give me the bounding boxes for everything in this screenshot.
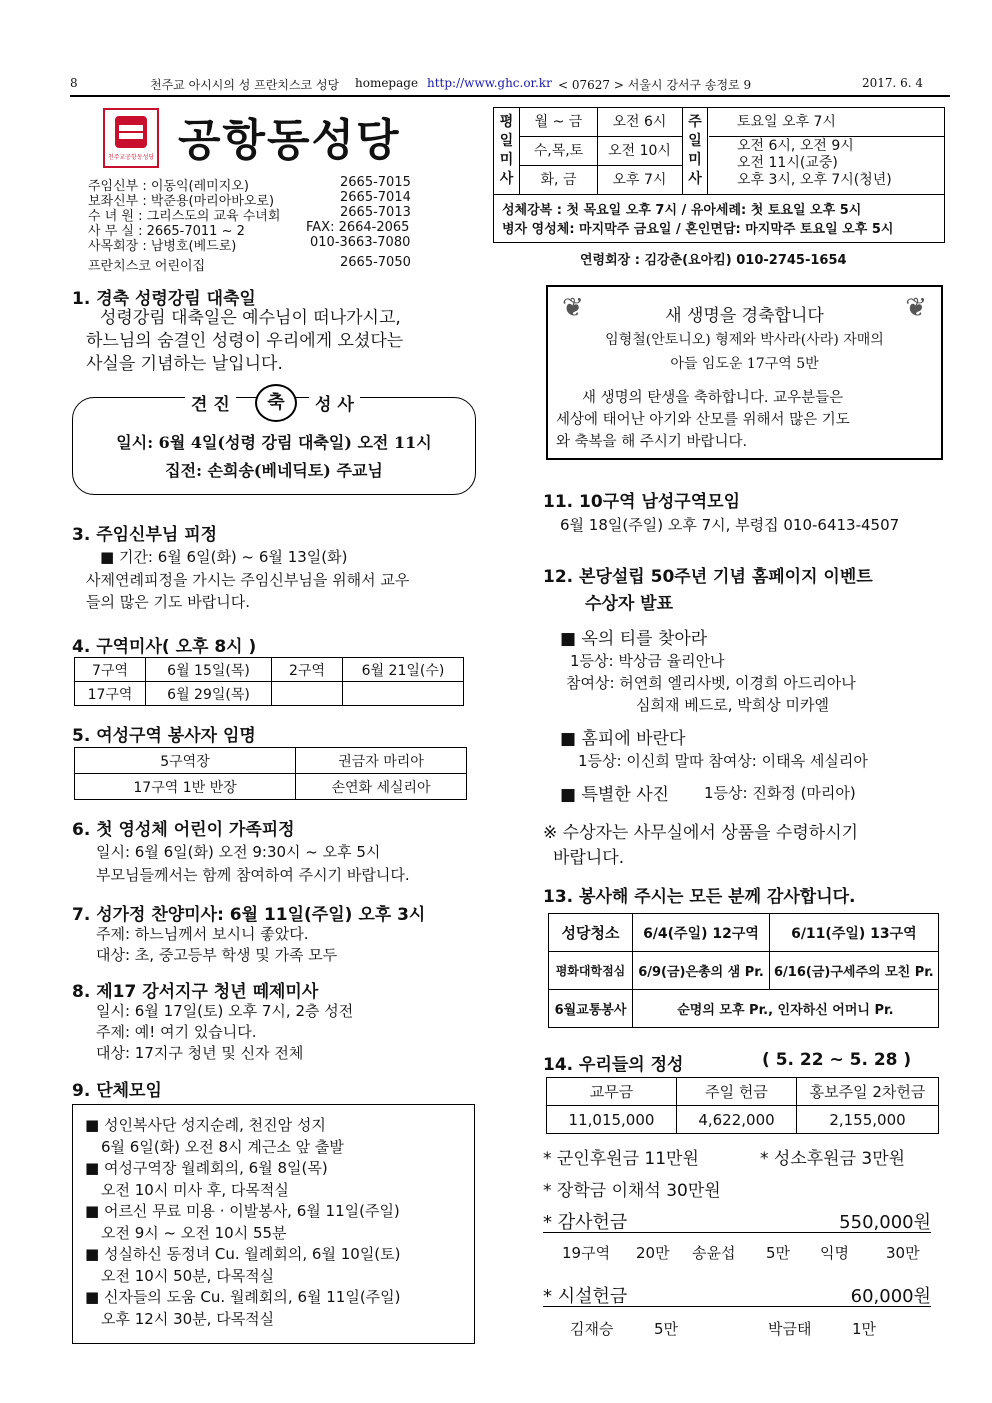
section-12-subtitle: 수상자 발표	[585, 594, 674, 614]
weekday-label: 평 일 미 사	[494, 108, 520, 194]
section-14-title: 14. 우리들의 정성	[543, 1055, 684, 1075]
table-cell: 11,015,000	[547, 1106, 677, 1134]
section-5-title: 5. 여성구역 봉사자 임명	[72, 726, 256, 746]
list-item: ■ 여성구역장 월례회의, 6월 8일(목)	[85, 1159, 328, 1177]
section-11-title: 11. 10구역 남성구역모임	[543, 492, 740, 512]
mass-notes: 성체강복 : 첫 목요일 오후 7시 / 유아세례: 첫 토요일 오후 5시 병자 영성체: 마지막주 금요일 / 혼인면담: 마지막주 토요일 오후 5시	[494, 194, 944, 239]
service-table	[548, 913, 939, 1028]
liaison: 연령회장 : 김강춘(요아킴) 010-2745-1654	[580, 253, 847, 268]
section-7-title: 7. 성가정 찬양미사: 6월 11일(주일) 오후 3시	[72, 905, 426, 925]
table-cell: 6/11(주일) 13구역	[770, 914, 939, 952]
list-item: ■ 신자들의 도움 Cu. 월례회의, 6월 11일(주일)	[85, 1288, 401, 1306]
staff-role: 사 무 실 : 2665-7011 ~ 2	[88, 224, 245, 239]
confirmation-celebrant: 집전: 손희송(베네딕토) 주교님	[165, 461, 383, 480]
table-cell: 6월 15일(목)	[146, 658, 272, 682]
birth-announcement	[546, 285, 943, 460]
prize-note: ※ 수상자는 사무실에서 상품을 수령하시기	[543, 823, 859, 843]
parish-logo	[103, 108, 159, 168]
table-cell	[272, 682, 343, 706]
header-divider	[70, 95, 950, 97]
district-mass-table	[74, 657, 464, 706]
section-6-title: 6. 첫 영성체 어린이 가족피정	[72, 820, 295, 840]
section-8-title: 8. 제17 강서지구 청년 떼제미사	[72, 982, 319, 1002]
table-cell: 평화대학점심	[549, 952, 633, 990]
list-item: ■ 성실하신 동정녀 Cu. 월례회의, 6월 10일(토)	[85, 1245, 401, 1263]
staff-phone: 2665-7013	[340, 205, 411, 220]
event-3: ■ 특별한 사진	[560, 785, 669, 805]
table-cell: 17구역 1반 반장	[75, 774, 296, 800]
list-item: ■ 어르신 무료 미용 · 이발봉사, 6월 11일(주일)	[85, 1202, 400, 1220]
weekday-mass: 월 ~ 금 오전 6시 수,목,토 오전 10시 화, 금 오후 7시	[520, 108, 682, 194]
section-6-body: 일시: 6월 6일(화) 오전 9:30시 ~ 오후 5시 부모님들께서는 함께 참여하여 주시기 바랍니다.	[96, 843, 410, 884]
org-name: 천주교 아시시의 성 프란치스코 성당	[150, 78, 340, 92]
military-support: * 군인후원금 11만원	[543, 1149, 699, 1169]
celebration-emblem: 축	[255, 384, 297, 422]
table-cell: 순명의 모후 Pr., 인자하신 어머니 Pr.	[633, 990, 939, 1028]
section-3-body: 사제연례피정을 가시는 주임신부님을 위해서 교우 들의 많은 기도 바랍니다.	[86, 571, 410, 611]
table-cell: 17구역	[75, 682, 146, 706]
address: < 07627 > 서울시 강서구 송정로 9	[558, 78, 752, 92]
section-8-body: 일시: 6월 17일(토) 오후 7시, 2층 성전 주제: 예! 여기 있습니다. 대상: 17지구 청년 및 신자 전체	[96, 1002, 354, 1062]
birth-parents: 임형철(안토니오) 형제와 박사라(사라) 자매의	[605, 332, 884, 348]
section-7-body: 주제: 하느님께서 보시니 좋았다. 대상: 초, 중고등부 학생 및 가족 모두	[96, 925, 338, 964]
sunday-label: 주 일 미 사	[682, 108, 708, 194]
page-number: 8	[70, 76, 78, 90]
table-cell: 주일 헌금	[677, 1078, 797, 1106]
vocation-support: * 성소후원금 3만원	[760, 1149, 906, 1169]
event-1: ■ 옥의 티를 찾아라	[560, 629, 708, 649]
list-item: ■ 성인복사단 성지순례, 천진암 성지	[85, 1116, 326, 1134]
staff-role: 프란치스코 어린이집	[88, 259, 206, 274]
staff-role: 사목회장 : 남병호(베드로)	[88, 239, 237, 254]
confirmation-date: 일시: 6월 4일(성령 강림 대축일) 오전 11시	[116, 433, 432, 452]
event-3-winner: 1등상: 진화정 (마리아)	[704, 784, 856, 802]
confirmation-left: 견 진	[185, 390, 236, 415]
issue-date: 2017. 6. 4	[862, 76, 924, 90]
table-cell: 6월 21일(수)	[343, 658, 464, 682]
table-cell: 6/16(금)구세주의 모친 Pr.	[770, 952, 939, 990]
homepage-label: homepage	[355, 76, 419, 90]
table-cell: 4,622,000	[677, 1106, 797, 1134]
facility-offering	[543, 1282, 931, 1307]
confirmation-right: 성 사	[309, 390, 360, 415]
birth-body: 새 생명의 탄생을 축하합니다. 교우분들은 세상에 태어난 아기와 산모를 위해서 많은 기도 와 축복을 해 주시기 바랍니다.	[556, 390, 850, 450]
birth-title: 새 생명을 경축합니다	[665, 306, 824, 326]
event-1-winner: 1등상: 박상금 율리안나	[570, 652, 725, 670]
section-3-title: 3. 주임신부님 피정	[72, 525, 218, 545]
staff-phone: FAX: 2664-2065	[306, 220, 410, 235]
event-1-participants-2: 심희재 베드로, 박희상 미카엘	[636, 696, 829, 714]
table-cell: 5구역장	[75, 748, 296, 774]
thanks-amount: 550,000원	[839, 1212, 931, 1233]
table-cell: 6월교통봉사	[549, 990, 633, 1028]
parish-title: 공항동성당	[178, 115, 401, 166]
group-meetings-box	[72, 1104, 475, 1344]
offering-table	[546, 1077, 939, 1134]
event-2: ■ 홈피에 바란다	[560, 729, 686, 749]
section-4-title: 4. 구역미사( 오후 8시 )	[72, 637, 257, 657]
facility-amount: 60,000원	[850, 1286, 931, 1307]
section-12-title: 12. 본당설립 50주년 기념 홈페이지 이벤트	[543, 567, 873, 587]
table-cell: 6/4(주일) 12구역	[633, 914, 770, 952]
floral-ornament-icon: ❦	[562, 293, 584, 323]
thanks-label: * 감사헌금	[543, 1212, 628, 1233]
staff-phone: 2665-7014	[340, 190, 411, 205]
table-cell: 성당청소	[549, 914, 633, 952]
sunday-mass: 토요일 오후 7시 오전 6시, 오전 9시 오전 11시(교중) 오후 3시, 오후 7시(청년)	[709, 108, 944, 194]
staff-phone: 2665-7050	[340, 255, 411, 270]
facility-label: * 시설헌금	[543, 1286, 628, 1307]
table-cell: 홍보주일 2차헌금	[797, 1078, 939, 1106]
staff-role: 주임신부 : 이동익(레미지오)	[88, 179, 249, 194]
birth-child: 아들 임도운 17구역 5반	[670, 356, 819, 372]
prize-note-2: 바랍니다.	[553, 848, 625, 868]
section-1-body: 성령강림 대축일은 예수님이 떠나가시고, 하느님의 숨결인 성령이 우리에게 오셨다는 사실을 기념하는 날입니다.	[86, 308, 404, 374]
volunteer-table	[74, 747, 467, 800]
floral-ornament-icon: ❦	[905, 293, 927, 323]
table-cell: 2,155,000	[797, 1106, 939, 1134]
section-3-bullet: ■ 기간: 6월 6일(화) ~ 6월 13일(화)	[100, 548, 348, 566]
section-11-body: 6월 18일(주일) 오후 7시, 부령집 010-6413-4507	[560, 516, 900, 534]
meeting-list: ■ 성인복사단 성지순례, 천진암 성지 6월 6일(화) 오전 8시 계근소 앞 출발 ■ 여성구역장 월례회의, 6월 8일(목) 오전 10시 미사 후, 다목적실 ■ 어르신 무료 미용 · 이발봉사, 6월 11일(주일) 오전 9시 ~ 오전 10시 55분 ■ 성실하신 동정녀 Cu. 월례회의, 6월 10일(토) 오전 10시 50분, 다목적실 ■ 신자들의 도움 Cu. 월례회의, 6월 11일(주일) 오후 12시 30분, 다목적실	[85, 1116, 401, 1328]
section-13-title: 13. 봉사해 주시는 모든 분께 감사합니다.	[543, 887, 856, 907]
table-cell: 손연화 세실리아	[296, 774, 467, 800]
table-cell: 교무금	[547, 1078, 677, 1106]
table-cell: 7구역	[75, 658, 146, 682]
event-1-participants: 참여상: 허연희 엘리사벳, 이경희 아드리아나	[566, 674, 856, 692]
event-2-winners: 1등상: 이신희 말따 참여상: 이태옥 세실리아	[578, 752, 868, 770]
staff-phone: 2665-7015	[340, 175, 411, 190]
section-9-title: 9. 단체모임	[72, 1081, 162, 1101]
staff-phone: 010-3663-7080	[310, 235, 411, 250]
offering-period: ( 5. 22 ~ 5. 28 )	[762, 1050, 912, 1070]
staff-role: 수 녀 원 : 그리스도의 교육 수녀회	[88, 209, 281, 224]
scholarship: * 장학금 이채석 30만원	[543, 1181, 721, 1201]
homepage-link[interactable]: http://www.ghc.or.kr	[427, 76, 552, 90]
logo-caption: 천주교공항동성당	[107, 154, 155, 161]
table-cell: 2구역	[272, 658, 343, 682]
staff-role: 보좌신부 : 박준용(마리아바오로)	[88, 194, 275, 209]
table-cell	[343, 682, 464, 706]
thanks-offering	[543, 1208, 931, 1233]
table-cell: 권금자 마리아	[296, 748, 467, 774]
table-cell: 6/9(금)은총의 샘 Pr.	[633, 952, 770, 990]
section-1-title: 1. 경축 성령강림 대축일	[72, 289, 256, 309]
confirmation-box	[72, 392, 476, 495]
table-cell: 6월 29일(목)	[146, 682, 272, 706]
mass-schedule	[493, 107, 945, 243]
